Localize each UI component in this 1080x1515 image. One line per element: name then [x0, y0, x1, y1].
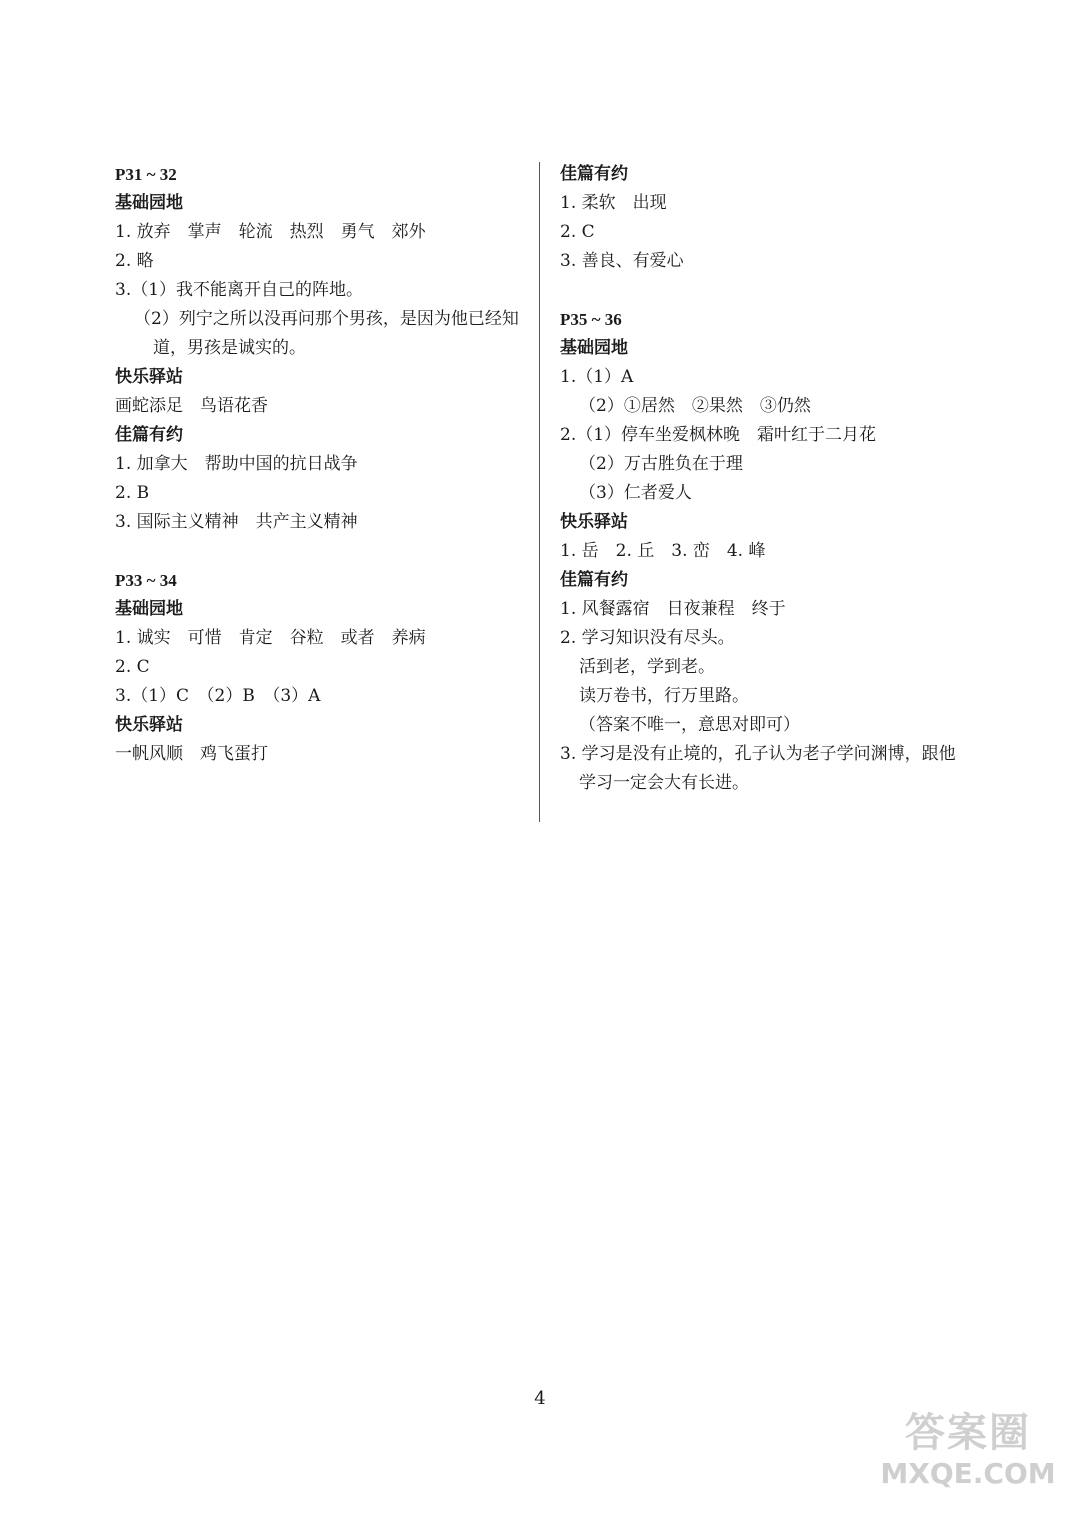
section-title-fun: 快乐驿站	[115, 715, 183, 735]
section-title-reading: 佳篇有约	[115, 425, 183, 445]
answer-line: 2. 略	[115, 251, 154, 271]
answer-line: 1. 岳 2. 丘 3. 峦 4. 峰	[560, 541, 766, 561]
answer-line: 2. C	[560, 222, 595, 242]
section-title-basic: 基础园地	[115, 193, 183, 213]
answer-line: 一帆风顺 鸡飞蛋打	[115, 744, 268, 764]
answer-line: 活到老，学到老。	[579, 657, 715, 677]
answer-line: （2）万古胜负在于理	[579, 454, 743, 474]
left-column	[115, 160, 525, 769]
answer-line: 1. 诚实 可惜 肯定 谷粒 或者 养病	[115, 628, 426, 648]
answer-line: 2. C	[115, 657, 150, 677]
right-column	[560, 160, 980, 798]
answer-line: （2）①居然 ②果然 ③仍然	[579, 396, 811, 416]
section-title-basic: 基础园地	[115, 599, 183, 619]
answer-line: 3. 学习是没有止境的，孔子认为老子学问渊博，跟他	[560, 744, 956, 764]
answer-line: 3.（1）C （2）B （3）A	[115, 686, 321, 706]
answer-line: 学习一定会大有长进。	[579, 773, 749, 793]
watermark-logo	[878, 1409, 1058, 1497]
section-title-reading: 佳篇有约	[560, 164, 628, 184]
page-range-heading: P35 ~ 36	[560, 310, 622, 329]
answer-line: 1. 放弃 掌声 轮流 热烈 勇气 郊外	[115, 222, 426, 242]
answer-line: 2. 学习知识没有尽头。	[560, 628, 735, 648]
section-title-fun: 快乐驿站	[115, 367, 183, 387]
answer-line: 3. 善良、有爱心	[560, 251, 684, 271]
answer-line: 1. 风餐露宿 日夜兼程 终于	[560, 599, 786, 619]
column-divider	[539, 162, 540, 822]
watermark-text-bottom: MXQE.COM	[880, 1457, 1056, 1490]
answer-line: 3. 国际主义精神 共产主义精神	[115, 512, 358, 532]
answer-line: 画蛇添足 鸟语花香	[115, 396, 268, 416]
answer-line: 3.（1）我不能离开自己的阵地。	[115, 280, 364, 300]
watermark-text-top: 答案圈	[905, 1410, 1031, 1456]
page-range-heading: P33 ~ 34	[115, 571, 177, 590]
answer-line: 读万卷书，行万里路。	[579, 686, 749, 706]
answer-line: 1.（1）A	[560, 367, 634, 387]
page-number: 4	[534, 1388, 546, 1409]
answer-line: 1. 柔软 出现	[560, 193, 667, 213]
section-title-fun: 快乐驿站	[560, 512, 628, 532]
section-title-reading: 佳篇有约	[560, 570, 628, 590]
answer-line: （3）仁者爱人	[579, 483, 692, 503]
answer-line: 2.（1）停车坐爱枫林晚 霜叶红于二月花	[560, 425, 877, 445]
answer-line: （2）列宁之所以没再问那个男孩，是因为他已经知	[134, 309, 519, 329]
answer-line: 道，男孩是诚实的。	[153, 338, 306, 358]
section-title-basic: 基础园地	[560, 338, 628, 358]
answer-line: 2. B	[115, 483, 150, 503]
answer-line: 1. 加拿大 帮助中国的抗日战争	[115, 454, 358, 474]
answer-line: （答案不唯一，意思对即可）	[579, 715, 800, 735]
page-range-heading: P31 ~ 32	[115, 165, 177, 184]
